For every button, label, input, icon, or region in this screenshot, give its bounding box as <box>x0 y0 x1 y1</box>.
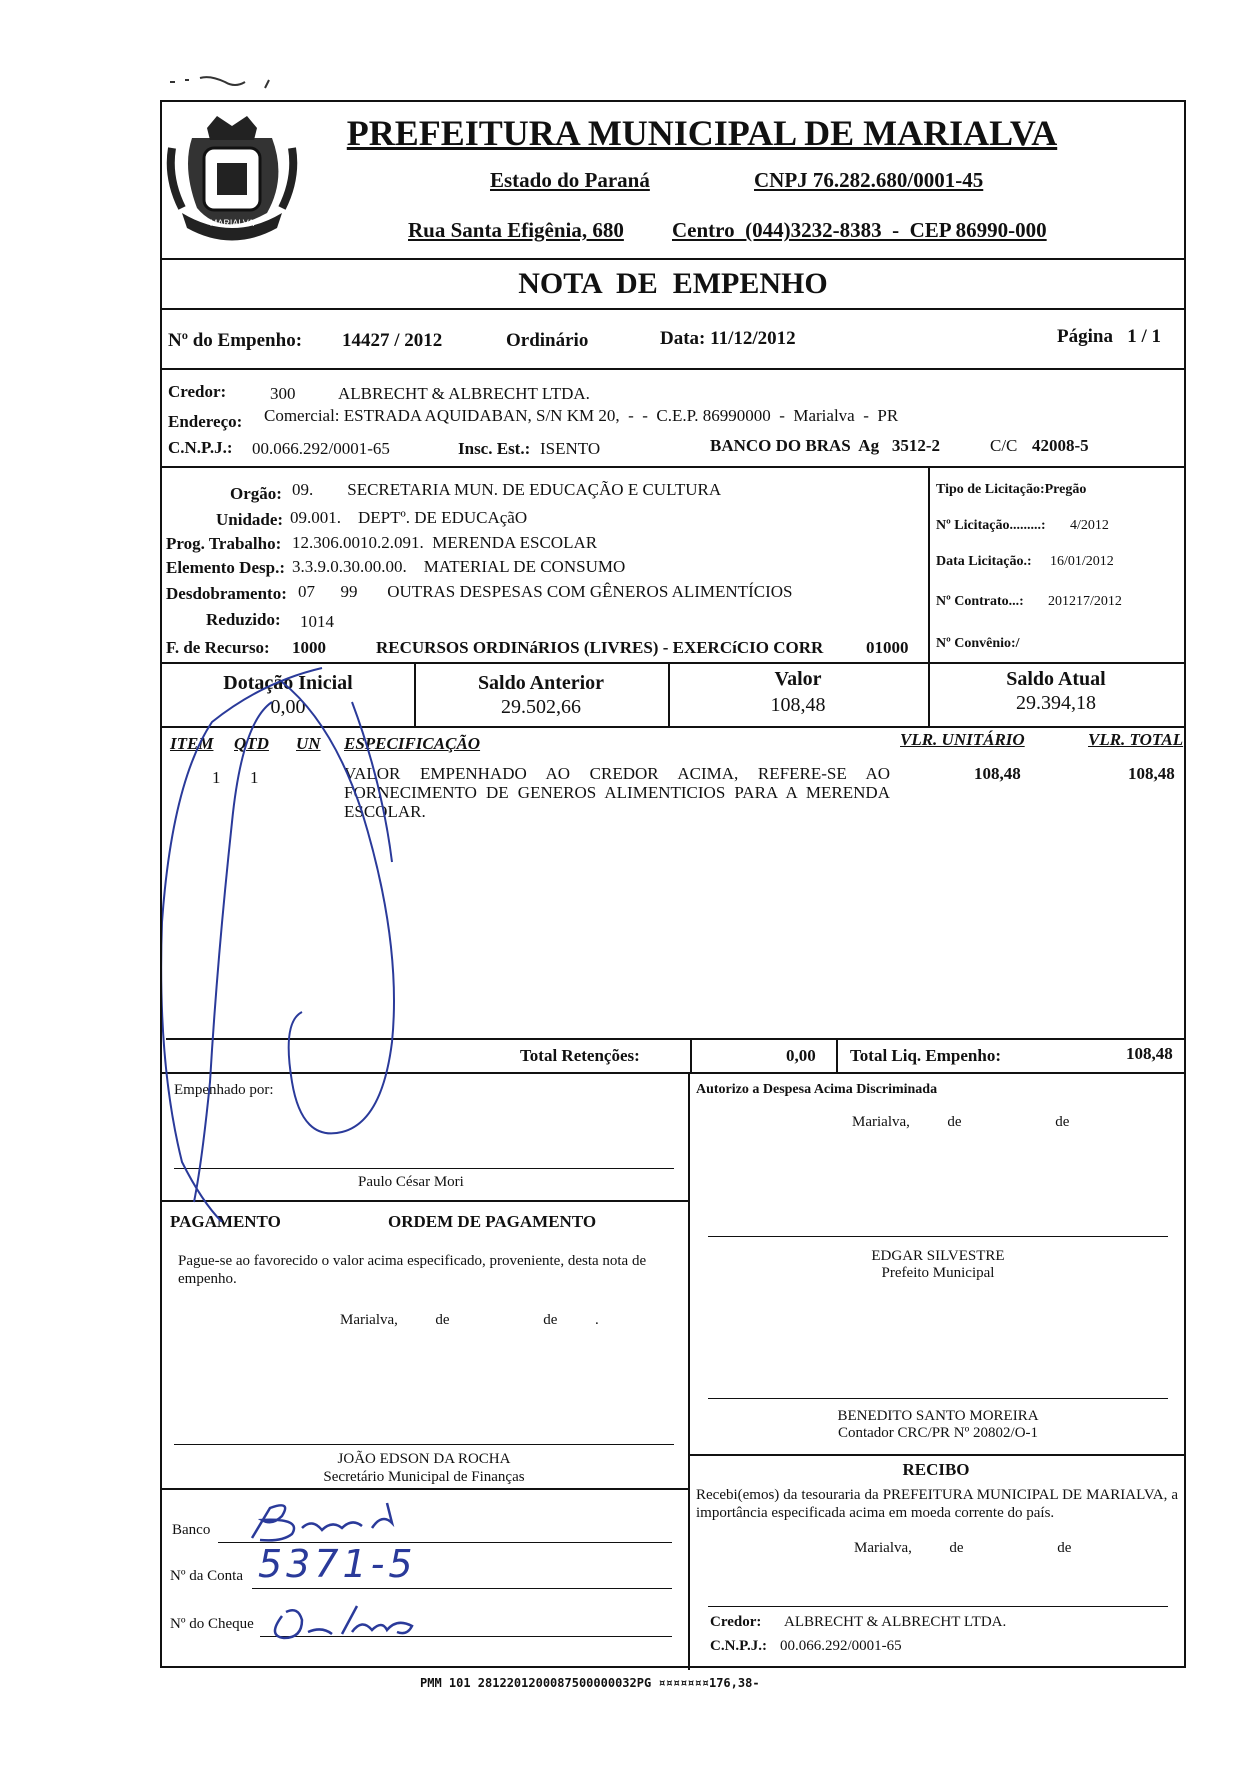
empenho-number-label: Nº do Empenho: <box>168 330 303 351</box>
total-liq-label: Total Liq. Empenho: <box>850 1046 1001 1065</box>
ordem-pagamento-label: ORDEM DE PAGAMENTO <box>388 1212 597 1231</box>
valor-value: 108,48 <box>770 694 826 716</box>
empenho-date: Data: 11/12/2012 <box>660 328 796 349</box>
dotacao-value: 0,00 <box>270 696 306 718</box>
endereco-label: Endereço: <box>168 412 243 431</box>
item-especificacao: VALOR EMPENHADO AO CREDOR ACIMA, REFERE-SE AO FORNECIMENTO DE GENEROS ALIMENTICIOS PARA A MERENDA ESCOLAR. <box>344 764 890 821</box>
elemento-label: Elemento Desp.: <box>166 558 285 577</box>
recibo-text: Recebi(emos) da tesouraria da PREFEITURA MUNICIPAL DE MARIALVA, a importância especificada acima em moeda corrente do país. <box>696 1487 1178 1521</box>
credor-cnpj: 00.066.292/0001-65 <box>252 439 390 458</box>
fonte-value: 1000 <box>292 638 326 657</box>
num-licitacao-label: Nº Licitação.........: <box>936 518 1046 533</box>
col-especificacao: ESPECIFICAÇÃO <box>344 734 481 753</box>
pagamento-label: PAGAMENTO <box>170 1212 281 1231</box>
contador-block <box>708 1408 1168 1442</box>
prefeito-title: Prefeito Municipal <box>881 1265 995 1281</box>
svg-text:MARIALVA: MARIALVA <box>209 218 255 228</box>
cnpj-header: CNPJ 76.282.680/0001-45 <box>754 168 984 192</box>
contrato-value: 201217/2012 <box>1048 594 1122 609</box>
footer-code: PMM 101 2812201200087500000032PG ¤¤¤¤¤¤¤176,38- <box>420 1676 760 1690</box>
insc-value: ISENTO <box>540 439 601 458</box>
secretario-title: Secretário Municipal de Finanças <box>323 1469 525 1485</box>
insc-label: Insc. Est.: <box>458 439 531 458</box>
address-header: Rua Santa Efigênia, 680 <box>408 218 624 242</box>
autorizo-place-date: Marialva, de de <box>852 1114 1070 1130</box>
recibo-credor-label: Credor: <box>710 1614 762 1630</box>
cheque-handwriting <box>262 1596 432 1646</box>
nota-empenho-form <box>160 100 1186 1668</box>
total-retencoes-label: Total Retenções: <box>520 1046 640 1065</box>
item-number: 1 <box>212 768 221 787</box>
contador-name: BENEDITO SANTO MOREIRA <box>837 1408 1039 1424</box>
credor-address: Comercial: ESTRADA AQUIDABAN, S/N KM 20, - - C.E.P. 86990000 - Marialva - PR <box>264 406 899 425</box>
col-vlr-unitario: VLR. UNITÁRIO <box>900 730 1025 749</box>
total-retencoes-value: 0,00 <box>786 1046 816 1065</box>
desdobramento-value: 07 99 OUTRAS DESPESAS COM GÊNEROS ALIMENTÍCIOS <box>298 582 793 601</box>
signature-strokes <box>162 662 422 1222</box>
fonte-code: 01000 <box>866 638 909 657</box>
elemento-value: 3.3.9.0.30.00.00. MATERIAL DE CONSUMO <box>292 557 626 576</box>
num-licitacao: 4/2012 <box>1070 518 1109 533</box>
col-vlr-total: VLR. TOTAL <box>1088 730 1184 749</box>
city-hall-title: PREFEITURA MUNICIPAL DE MARIALVA <box>346 113 1058 153</box>
col-item: ITEM <box>170 734 214 753</box>
recibo-place-date: Marialva, de de <box>854 1540 1072 1556</box>
empenhado-por-name: Paulo César Mori <box>358 1174 464 1190</box>
pague-se-text: Pague-se ao favorecido o valor acima especificado, proveniente, desta nota de empenho. <box>178 1253 647 1287</box>
banco-handwriting <box>242 1498 422 1548</box>
credor-name: ALBRECHT & ALBRECHT LTDA. <box>338 384 590 403</box>
secretario-name: JOÃO EDSON DA ROCHA <box>337 1451 511 1467</box>
state-label: Estado do Paraná <box>490 168 650 192</box>
saldo-atual-value: 29.394,18 <box>1016 692 1096 714</box>
scan-mark <box>165 70 315 100</box>
cheque-label: Nº do Cheque <box>170 1616 254 1632</box>
orgao-value: 09. SECRETARIA MUN. DE EDUCAÇÃO E CULTURA <box>292 480 722 499</box>
saldo-anterior-value: 29.502,66 <box>501 696 581 718</box>
item-qtd: 1 <box>250 768 259 787</box>
reduzido-label: Reduzido: <box>206 610 281 629</box>
fonte-description: RECURSOS ORDINáRIOS (LIVRES) - EXERCíCIO CORR <box>376 638 824 657</box>
conta-handwriting: 5371-5 <box>258 1542 417 1586</box>
cnpj-label: C.N.P.J.: <box>168 438 233 457</box>
saldo-atual-label: Saldo Atual <box>1006 668 1106 690</box>
unidade-value: 09.001. DEPTº. DE EDUCAçãO <box>290 508 528 527</box>
cc-label: C/C <box>990 436 1018 455</box>
orgao-label: Orgão: <box>230 484 282 503</box>
data-licitacao-label: Data Licitação.: <box>936 554 1032 569</box>
page-number: Página 1 / 1 <box>1057 326 1161 347</box>
secretario-block <box>174 1450 674 1486</box>
empenho-type: Ordinário <box>506 330 589 351</box>
recibo-credor-name: ALBRECHT & ALBRECHT LTDA. <box>784 1614 1007 1630</box>
desdobramento-label: Desdobramento: <box>166 584 287 603</box>
fonte-label: F. de Recurso: <box>166 638 270 657</box>
item-vlr-unitario: 108,48 <box>974 764 1021 783</box>
pagamento-place-date: Marialva, de de . <box>340 1312 599 1328</box>
empenhado-por-label: Empenhado por: <box>174 1082 274 1098</box>
data-licitacao: 16/01/2012 <box>1050 554 1114 569</box>
credor-label: Credor: <box>168 382 227 401</box>
contact-header: Centro (044)3232-8383 - CEP 86990-000 <box>672 218 1047 242</box>
document-title: NOTA DE EMPENHO <box>518 267 828 300</box>
empenho-number: 14427 / 2012 <box>342 330 443 351</box>
conta-label: Nº da Conta <box>170 1568 243 1584</box>
col-un: UN <box>296 734 321 753</box>
contador-title: Contador CRC/PR Nº 20802/O-1 <box>837 1425 1039 1441</box>
prefeito-name: EDGAR SILVESTRE <box>871 1248 1005 1264</box>
contrato-label: Nº Contrato...: <box>936 594 1024 609</box>
recibo-cnpj-label: C.N.P.J.: <box>710 1638 767 1654</box>
prog-value: 12.306.0010.2.091. MERENDA ESCOLAR <box>292 533 598 552</box>
cc-value: 42008-5 <box>1032 436 1089 455</box>
total-liq-value: 108,48 <box>1126 1044 1173 1063</box>
col-qtd: QTD <box>234 734 269 753</box>
banco-label: Banco <box>172 1522 211 1538</box>
tipo-licitacao: Tipo de Licitação:Pregão <box>936 482 1087 497</box>
recibo-cnpj: 00.066.292/0001-65 <box>780 1638 902 1654</box>
prog-label: Prog. Trabalho: <box>166 534 282 553</box>
dotacao-label: Dotação Inicial <box>223 672 353 694</box>
reduzido-value: 1014 <box>300 612 334 631</box>
autorizo-label: Autorizo a Despesa Acima Discriminada <box>696 1082 938 1097</box>
prefeito-block <box>708 1248 1168 1282</box>
credor-code: 300 <box>270 384 296 403</box>
valor-label: Valor <box>774 668 822 690</box>
saldo-anterior-label: Saldo Anterior <box>477 672 605 694</box>
convenio: Nº Convênio:/ <box>936 636 1020 651</box>
recibo-title: RECIBO <box>902 1460 970 1479</box>
unidade-label: Unidade: <box>216 510 284 529</box>
bank-info: BANCO DO BRAS Ag 3512-2 <box>710 436 940 455</box>
coat-of-arms-icon <box>162 108 302 248</box>
item-vlr-total: 108,48 <box>1128 764 1175 783</box>
